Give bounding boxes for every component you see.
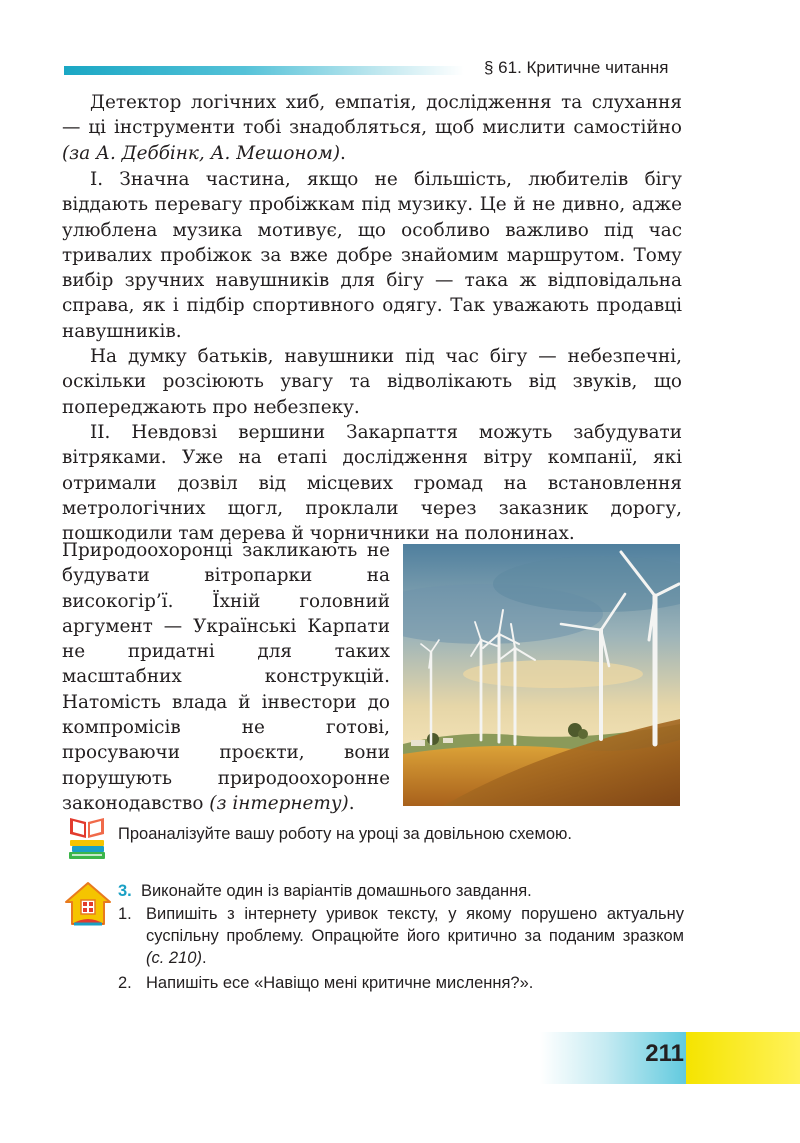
part1-text-1: I. Значна частина, якщо не більшість, любителів бігу віддають перевагу пробіжкам під музику. Це й не дивно, адже улюблена музика мотивує, що особливо важливо під час тривалих пробіжок за вже добре знайомим маршрутом. Тому вибір зручних навушників для бігу — така ж відповідальна справа, як і підбір спортивного одягу. Так уважають продавці навушників. — [62, 169, 682, 342]
intro-source: (за А. Деббінк, А. Мешоном) — [62, 142, 341, 164]
homework-item1-end: . — [201, 949, 207, 967]
header-accent-bar — [64, 66, 464, 75]
homework-item1 — [146, 903, 684, 969]
part1-paragraph-2 — [62, 344, 682, 420]
homework-item2-text: Напишіть есе «Навіщо мені критичне мислення?». — [146, 974, 534, 992]
part2-source: (з інтернету) — [209, 792, 349, 814]
reflection-text: Проаналізуйте вашу роботу на уроці за довільною схемою. — [118, 825, 572, 843]
homework-item2-number: 2. — [118, 974, 132, 992]
intro-paragraph — [62, 90, 682, 166]
page-number: 211 — [645, 1040, 684, 1067]
footer-yellow-block — [686, 1032, 800, 1084]
homework-item1-text: Випишіть з інтернету уривок тексту, у якому порушено актуальну суспільну проблему. Опрацюйте його критично за поданим зразком — [146, 905, 684, 945]
intro-text: Детектор логічних хиб, емпатія, дослідження та слухання — ці інструменти тобі знадобляться, щоб мислити самостійно — [62, 92, 682, 139]
homework-item1-number: 1. — [118, 905, 132, 923]
part2-text-1: II. Невдовзі вершини Закарпаття можуть забудувати вітряками. Уже на етапі дослідження вітру компанії, які отримали дозвіл від місцевих громад на встановлення метрологічних щогл, проклали через заказник дорогу, пошкодили там дерева й чорничники на полонинах. — [62, 422, 682, 545]
part2-text-2: Природоохоронці закликають не будувати вітропарки на високогір’ї. Їхній головний аргумент — Українські Карпати не придатні для таких масштабних конструкцій. Натомість влада й інвестори до компромісів не готові, просуваючи проєкти, вони порушують природоохоронне законодавство — [62, 540, 390, 814]
section-title: § 61. Критичне читання — [484, 58, 669, 77]
house-icon — [64, 880, 112, 932]
intro-end: . — [340, 142, 346, 164]
part2-paragraph-1 — [62, 420, 682, 546]
part1-paragraph-1 — [62, 167, 682, 344]
part2-paragraph-2 — [62, 538, 390, 816]
books-icon — [66, 814, 108, 868]
homework-header — [118, 880, 698, 902]
part1-text-2: На думку батьків, навушники під час бігу — небезпечні, оскільки розсіюють увагу та відволікають від звуків, що попереджають про небезпеку. — [62, 346, 682, 418]
homework-number: 3. — [118, 882, 132, 900]
homework-title: Виконайте один із варіантів домашнього завдання. — [140, 882, 532, 900]
part2-end: . — [348, 792, 355, 814]
homework-item1-ref: (с. 210) — [146, 949, 202, 967]
wind-turbines-photo — [403, 544, 680, 806]
